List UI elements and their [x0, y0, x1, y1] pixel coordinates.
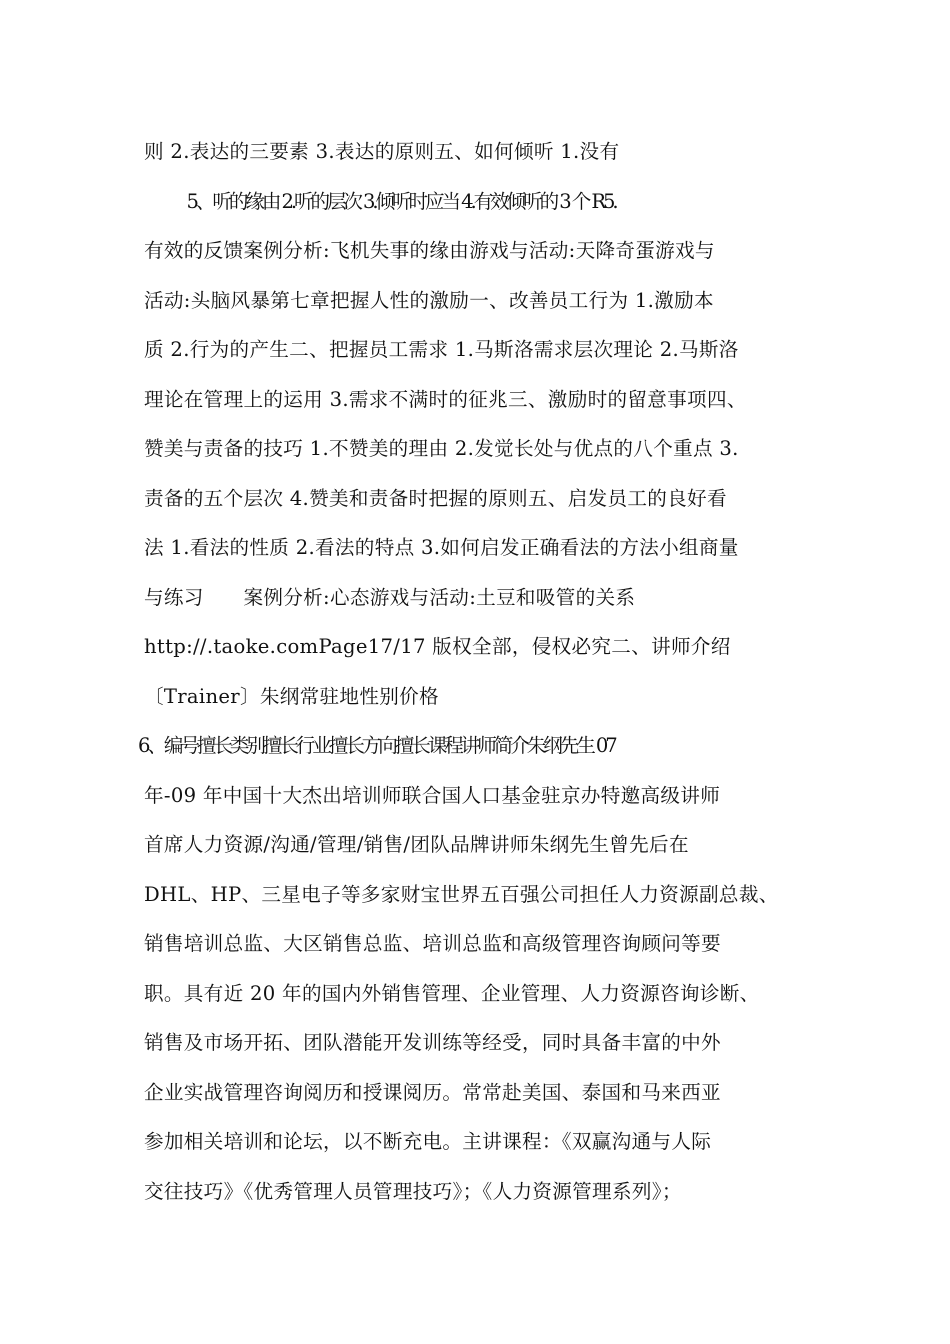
text-line: 年-09 年中国十大杰出培训师联合国人口基金驻京办特邀高级讲师 [144, 783, 721, 807]
text-line: 5、听的缘由 2.听的层次 3.倾听时应当 4.有效倾听的 3 个 R5. [170, 189, 616, 213]
text-line: 企业实战管理咨询阅历和授课阅历。常常赴美国、泰国和马来西亚 [144, 1080, 721, 1104]
text-line: 首席人力资源/沟通/管理/销售/团队品牌讲师朱纲先生曾先后在 [144, 833, 689, 856]
text-line: 〔Trainer〕朱纲常驻地性别价格 [144, 684, 439, 708]
document-body [138, 133, 814, 1222]
text-line: 6、编号擅长类别擅长行业擅长方向擅长课程讲师简介朱纲先生 07 [138, 734, 615, 757]
text-line: 赞美与责备的技巧 1.不赞美的理由 2.发觉长处与优点的八个重点 3. [144, 437, 739, 460]
text-line: 职。具有近 20 年的国内外销售管理、企业管理、人力资源咨询诊断、 [144, 981, 760, 1005]
text-line: 法 1.看法的性质 2.看法的特点 3.如何启发正确看法的方法小组商量 [144, 536, 739, 559]
text-line: 交往技巧》《优秀管理人员管理技巧》；《人力资源管理系列》； [144, 1179, 682, 1203]
text-line: 活动:头脑风暴第七章把握人性的激励一、改善员工行为 1.激励本 [144, 288, 714, 312]
text-line: 理论在管理上的运用 3.需求不满时的征兆三、激励时的留意事项四、 [144, 387, 747, 411]
text-line: 销售及市场开拓、团队潜能开发训练等经受，同时具备丰富的中外 [144, 1031, 721, 1054]
text-line: DHL、HP、三星电子等多家财宝世界五百强公司担任人力资源副总裁、 [144, 882, 779, 906]
text-line: 与练习 案例分析:心态游戏与活动:土豆和吸管的关系 [144, 585, 636, 609]
text-line: 有效的反馈案例分析:飞机失事的缘由游戏与活动:天降奇蛋游戏与 [144, 239, 715, 262]
text-line: 质 2.行为的产生二、把握员工需求 1.马斯洛需求层次理论 2.马斯洛 [144, 338, 739, 361]
text-line: 参加相关培训和论坛，以不断充电。主讲课程：《双赢沟通与人际 [144, 1130, 712, 1153]
text-line: 销售培训总监、大区销售总监、培训总监和高级管理咨询顾问等要 [144, 932, 721, 955]
text-line: 则 2.表达的三要素 3.表达的原则五、如何倾听 1.没有 [144, 140, 620, 163]
text-line: 责备的五个层次 4.赞美和责备时把握的原则五、启发员工的良好看 [144, 486, 727, 510]
text-line: http://.taoke.comPage17/17 版权全部，侵权必究二、讲师介绍 [144, 635, 731, 658]
